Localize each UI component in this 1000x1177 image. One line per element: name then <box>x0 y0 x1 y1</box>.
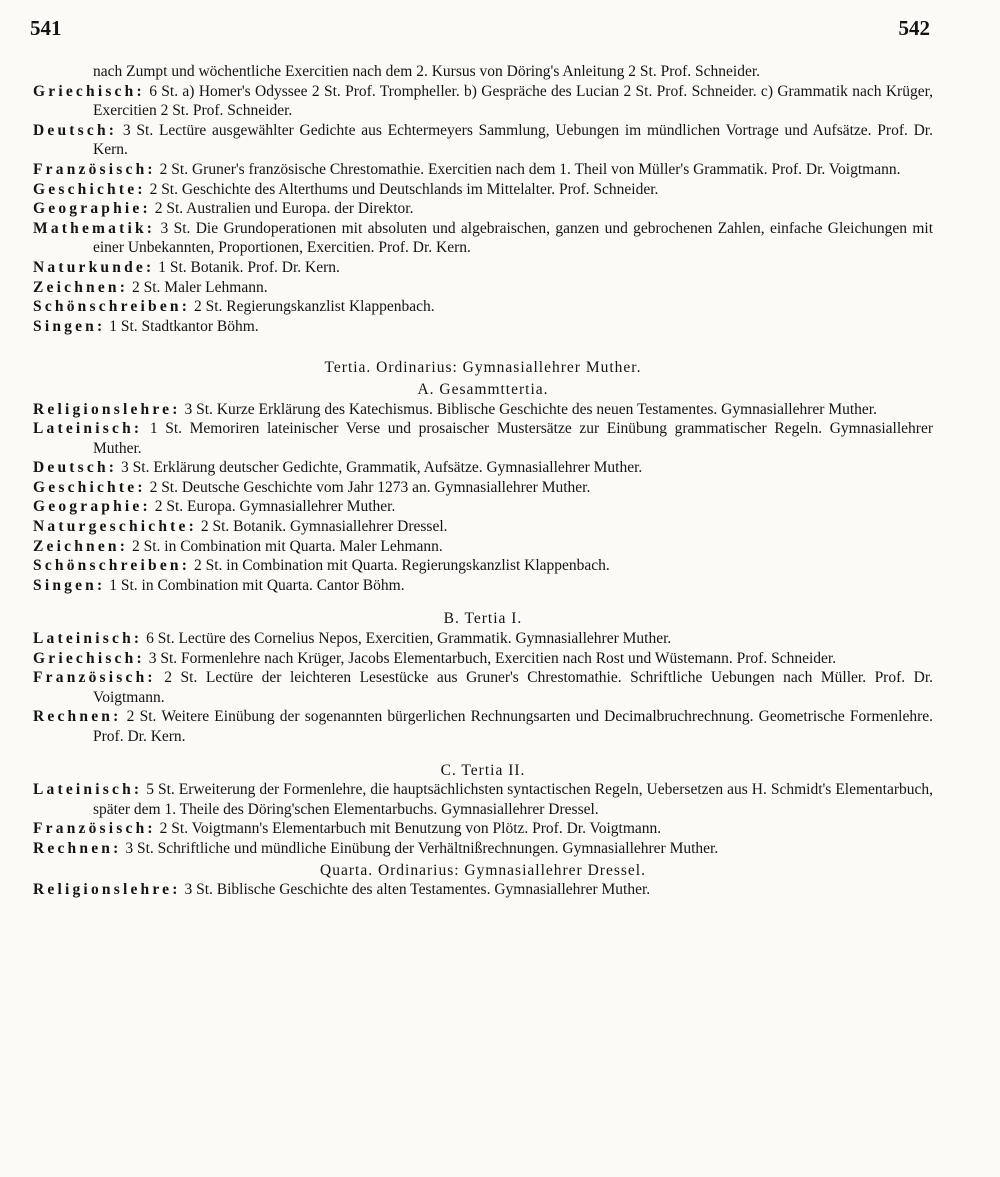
subject-name: Deutsch: <box>33 121 118 139</box>
subject-name: Zeichnen: <box>33 278 129 296</box>
section-a-heading: A. Gesammttertia. <box>417 380 549 398</box>
subject-name: Lateinisch: <box>33 420 143 438</box>
subject-name: Geographie: <box>33 498 151 516</box>
subject-name: Religionslehre: <box>33 400 181 418</box>
subject-name: Rechnen: <box>33 839 122 857</box>
subject-entry <box>33 317 933 337</box>
page-number-right: 542 <box>898 16 930 40</box>
subject-entry <box>33 537 933 557</box>
subject-details: 2 St. Botanik. Gymnasiallehrer Dressel. <box>200 518 448 536</box>
subject-details: 1 St. Stadtkantor Böhm. <box>109 317 259 335</box>
subject-entry <box>33 82 933 121</box>
subject-entry <box>33 629 933 649</box>
subject-entry <box>33 278 933 298</box>
subject-details: 2 St. Europa. Gymnasiallehrer Muther. <box>154 498 396 516</box>
subject-details: 2 St. Weitere Einübung der sogenannten bürgerlichen Rechnungsarten und Decimalbruchrechnung. Geometrische Formenlehre. Prof. Dr. Kern. <box>93 708 934 745</box>
subject-entry <box>33 121 933 160</box>
subject-details: 2 St. Regierungskanzlist Klappenbach. <box>193 298 435 316</box>
document-body <box>33 62 933 900</box>
subject-entry <box>33 497 933 517</box>
subject-details: 3 St. Biblische Geschichte des alten Testamentes. Gymnasiallehrer Muther. <box>184 881 651 899</box>
subject-entry <box>33 160 933 180</box>
subject-entry <box>33 219 933 258</box>
subject-name: Religionslehre: <box>33 881 181 899</box>
subject-name: Griechisch: <box>33 82 145 100</box>
subject-name: Französisch: <box>33 160 156 178</box>
subject-name: Naturgeschichte: <box>33 518 197 536</box>
quarta-schedule <box>33 880 933 900</box>
subject-details: 3 St. Erklärung deutscher Gedichte, Grammatik, Aufsätze. Gymnasiallehrer Muther. <box>121 459 643 477</box>
subject-details: 2 St. Geschichte des Alterthums und Deutschlands im Mittelalter. Prof. Schneider. <box>149 180 659 198</box>
subject-name: Geschichte: <box>33 180 146 198</box>
subject-details: 6 St. Lectüre des Cornelius Nepos, Exercitien, Grammatik. Gymnasiallehrer Muther. <box>146 630 672 648</box>
tertia-heading: Tertia. Ordinarius: Gymnasiallehrer Muther. <box>324 359 642 377</box>
subject-entry <box>33 556 933 576</box>
continuation-line: nach Zumpt und wöchentliche Exercitien nach dem 2. Kursus von Döring's Anleitung 2 St. Prof. Schneider. <box>93 63 761 80</box>
subject-details: 2 St. Lectüre der leichteren Lesestücke aus Gruner's Chrestomathie. Schriftliche Uebungen nach Müller. Prof. Dr. Voigtmann. <box>93 669 934 706</box>
section-b-schedule <box>33 629 933 747</box>
subject-details: 5 St. Erweiterung der Formenlehre, die hauptsächlichsten syntactischen Regeln, Uebersetzen aus H. Schmidt's Elementarbuch, später dem 1. Theile des Döring'schen Elementarbuchs. Gymnasiallehrer Dressel. <box>93 781 934 818</box>
subject-details: 2 St. Gruner's französische Chrestomathie. Exercitien nach dem 1. Theil von Müller's Grammatik. Prof. Dr. Voigtmann. <box>159 160 901 178</box>
subject-entry <box>33 880 933 900</box>
subject-name: Schönschreiben: <box>33 557 191 575</box>
subject-name: Geographie: <box>33 200 151 218</box>
subject-details: 2 St. Voigtmann's Elementarbuch mit Benutzung von Plötz. Prof. Dr. Voigtmann. <box>159 820 662 838</box>
subject-name: Lateinisch: <box>33 630 143 648</box>
subject-details: 1 St. Memoriren lateinischer Verse und prosaischer Mustersätze zur Einübung grammatischer Regeln. Gymnasiallehrer Muther. <box>93 420 933 457</box>
subject-name: Naturkunde: <box>33 258 155 276</box>
subject-name: Deutsch: <box>33 459 118 477</box>
subject-name: Rechnen: <box>33 708 122 726</box>
subject-entry <box>33 839 933 859</box>
upper-class-schedule <box>33 82 933 337</box>
section-b-heading: B. Tertia I. <box>443 610 523 628</box>
subject-details: 1 St. Botanik. Prof. Dr. Kern. <box>158 258 340 276</box>
subject-details: 6 St. a) Homer's Odyssee 2 St. Prof. Trompheller. b) Gespräche des Lucian 2 St. Prof. Schneider. c) Grammatik nach Krüger, Exercitien 2 St. Prof. Schneider. <box>93 82 934 120</box>
page-number-left: 541 <box>30 16 62 40</box>
section-a-schedule <box>33 400 933 596</box>
subject-details: 2 St. in Combination mit Quarta. Maler Lehmann. <box>131 537 443 555</box>
subject-name: Schönschreiben: <box>33 298 191 316</box>
subject-entry <box>33 458 933 478</box>
subject-entry <box>33 419 933 458</box>
subject-name: Singen: <box>33 317 106 335</box>
subject-entry <box>33 780 933 819</box>
section-c-heading: C. Tertia II. <box>440 761 526 779</box>
subject-name: Singen: <box>33 576 106 594</box>
subject-entry <box>33 297 933 317</box>
subject-name: Geschichte: <box>33 478 146 496</box>
subject-details: 3 St. Lectüre ausgewählter Gedichte aus Echtermeyers Sammlung, Uebungen im mündlichen Vortrage und Aufsätze. Prof. Dr. Kern. <box>93 121 933 159</box>
subject-name: Zeichnen: <box>33 537 129 555</box>
subject-details: 2 St. Maler Lehmann. <box>131 278 268 296</box>
subject-details: 3 St. Die Grundoperationen mit absoluten und algebraischen, ganzen und gebrochenen Zahlen, einfache Gleichungen mit einer Unbekannten, Proportionen, Exercitien. Prof. Dr. Kern. <box>93 219 933 257</box>
subject-entry <box>33 576 933 596</box>
subject-details: 3 St. Schriftliche und mündliche Einübung der Verhältnißrechnungen. Gymnasiallehrer Muther. <box>125 839 719 857</box>
subject-details: 3 St. Formenlehre nach Krüger, Jacobs Elementarbuch, Exercitien nach Rost und Wüstemann. Prof. Schneider. <box>148 649 837 667</box>
quarta-heading: Quarta. Ordinarius: Gymnasiallehrer Dressel. <box>320 861 646 879</box>
section-c-schedule <box>33 780 933 858</box>
subject-details: 2 St. Australien und Europa. der Direktor. <box>154 200 414 218</box>
subject-entry <box>33 517 933 537</box>
subject-entry <box>33 707 933 746</box>
subject-entry <box>33 819 933 839</box>
subject-details: 1 St. in Combination mit Quarta. Cantor Böhm. <box>109 576 405 594</box>
subject-details: 2 St. Deutsche Geschichte vom Jahr 1273 an. Gymnasiallehrer Muther. <box>149 478 591 496</box>
subject-name: Mathematik: <box>33 219 156 237</box>
subject-entry <box>33 400 933 420</box>
subject-name: Lateinisch: <box>33 781 143 799</box>
subject-entry <box>33 258 933 278</box>
subject-entry <box>33 649 933 669</box>
subject-details: 2 St. in Combination mit Quarta. Regierungskanzlist Klappenbach. <box>193 557 610 575</box>
subject-entry <box>33 199 933 219</box>
subject-entry <box>33 180 933 200</box>
subject-name: Französisch: <box>33 820 156 838</box>
subject-entry <box>33 668 933 707</box>
subject-entry <box>33 478 933 498</box>
subject-details: 3 St. Kurze Erklärung des Katechismus. Biblische Geschichte des neuen Testamentes. Gymnasiallehrer Muther. <box>184 400 877 418</box>
subject-name: Französisch: <box>33 669 156 687</box>
subject-name: Griechisch: <box>33 649 145 667</box>
